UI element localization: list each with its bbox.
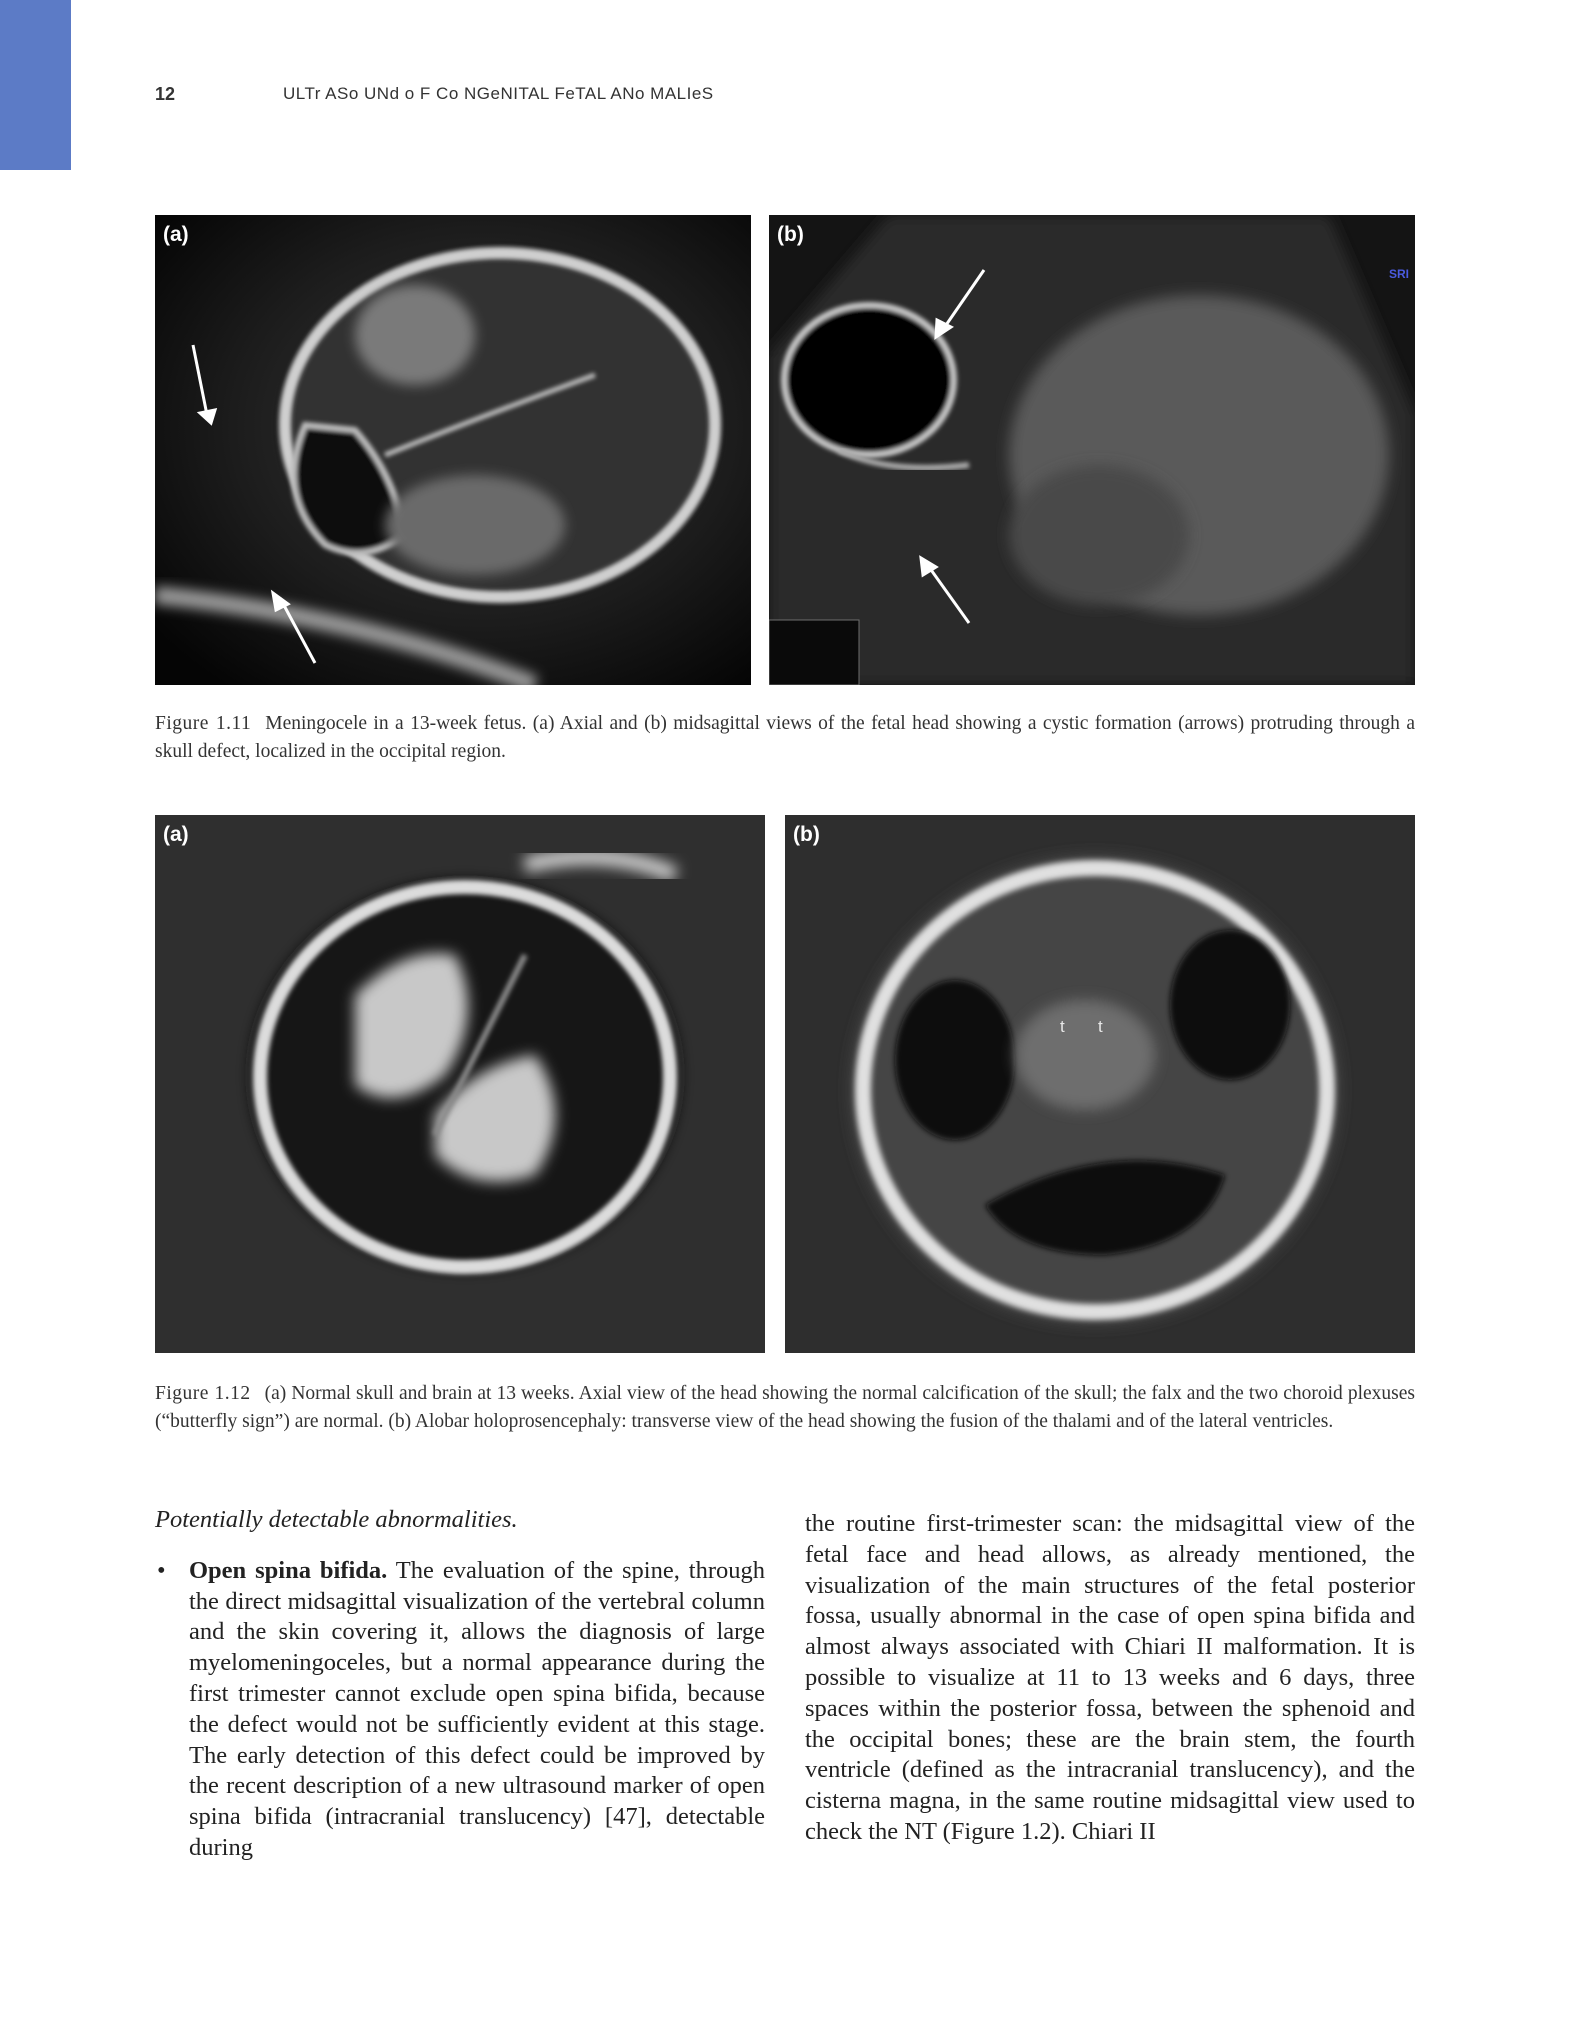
figure-1-11a-ultrasound <box>155 215 751 685</box>
section-heading: Potentially detectable abnormalities. <box>155 1506 518 1533</box>
thalamus-mark: t <box>1098 1017 1103 1036</box>
panel-label-b: (b) <box>777 223 804 246</box>
chapter-tab <box>0 0 71 170</box>
bullet-icon: • <box>157 1556 166 1584</box>
figure-1-12-caption <box>155 1380 1415 1436</box>
figure-1-11-caption <box>155 710 1415 766</box>
figure-number: Figure 1.11 <box>155 713 252 734</box>
figure-1-12b-ultrasound <box>785 815 1415 1353</box>
book-title: ULTr ASo UNd o F Co NGeNITAL FeTAL ANo MALIeS <box>283 84 714 103</box>
right-column <box>805 1509 1415 1848</box>
caption-text: (a) Normal skull and brain at 13 weeks. Axial view of the head showing the normal calcification of the skull; the falx and the two choroid plexuses (“butterfly sign”) are normal. (b) Alobar holoprosencephaly: transverse view of the head showing the fusion of the thalami and of the lateral ventricles. <box>155 1383 1415 1432</box>
left-column <box>155 1505 765 1864</box>
thalamus-mark: t <box>1060 1017 1065 1036</box>
scanner-overlay-label: SRI <box>1388 267 1409 281</box>
running-head <box>155 82 714 106</box>
caption-text: Meningocele in a 13-week fetus. (a) Axial and (b) midsagittal views of the fetal head showing a cystic formation (arrows) protruding through a skull defect, localized in the occipital region. <box>155 713 1415 762</box>
bullet-text: The evaluation of the spine, through the direct midsagittal visualization of the vertebral column and the skin covering it, allows the diagnosis of large myelomeningoceles, but a normal appearance during the first trimester cannot exclude open spina bifida, because the defect would not be sufficiently evident at this stage. The early detection of this defect could be improved by the recent description of a new ultrasound marker of open spina bifida (intracranial translucency) [47], detectable during <box>189 1556 765 1861</box>
bullet-item <box>155 1556 765 1864</box>
panel-label-a: (a) <box>163 223 189 246</box>
paragraph-text: the routine first-trimester scan: the midsagittal view of the fetal face and head allows, as already mentioned, the visualization of the main structures of the fetal posterior fossa, usually abnormal in the case of open spina bifida and almost always associated with Chiari II malformation. It is possible to visualize at 11 to 13 weeks and 6 days, three spaces within the posterior fossa, between the sphenoid and the occipital bones; these are the brain stem, the fourth ventricle (defined as the intracranial translucency), and the cisterna magna, in the same routine midsagittal view used to check the NT (Figure 1.2). Chiari II <box>805 1510 1415 1845</box>
panel-label-a: (a) <box>163 823 189 846</box>
panel-label-b: (b) <box>793 823 820 846</box>
figure-number: Figure 1.12 <box>155 1383 251 1404</box>
figure-1-12a-ultrasound <box>155 815 765 1353</box>
page-number: 12 <box>155 83 176 104</box>
figure-1-11b-ultrasound <box>769 215 1415 685</box>
bullet-term: Open spina bifida. <box>189 1556 388 1584</box>
